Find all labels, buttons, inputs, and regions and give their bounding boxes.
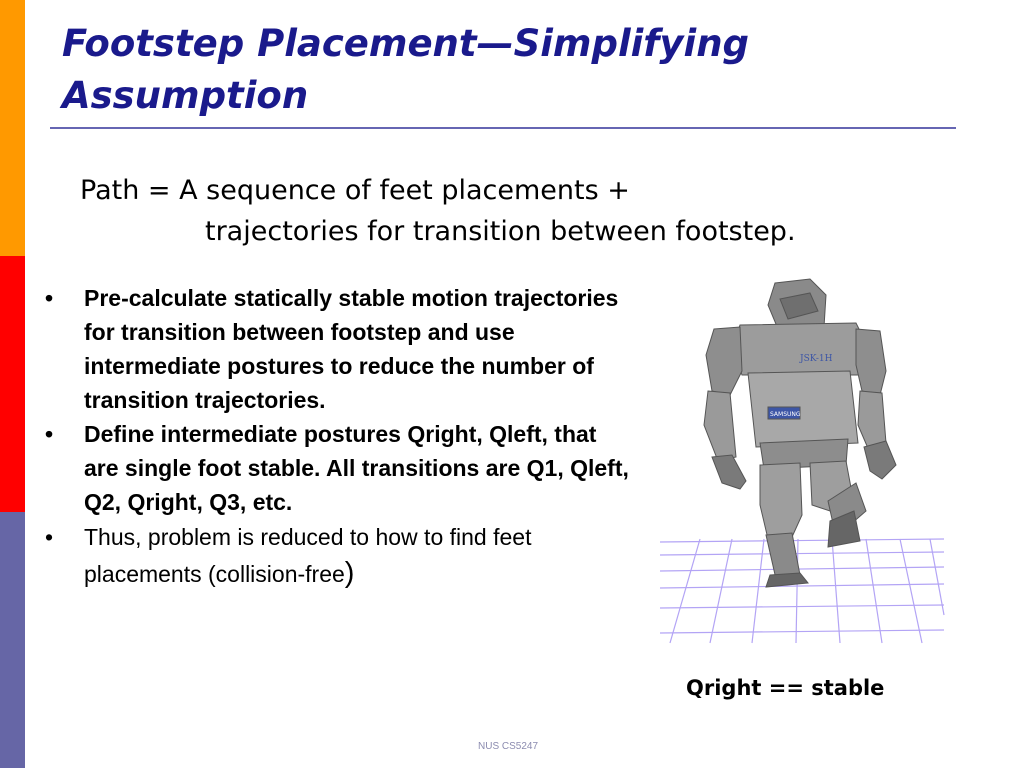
slide-footer: NUS CS5247 xyxy=(478,741,539,752)
bullet-text: Pre-calculate statically stable motion trajectories for transition between footstep and use intermediate postures to reduce the number of transition trajectories. xyxy=(84,285,619,413)
bullet-close-paren: ) xyxy=(344,557,355,589)
bullet-marker: • xyxy=(45,285,54,311)
path-definition-line-2: trajectories for transition between footstep. xyxy=(205,216,796,247)
sidebar-red-band xyxy=(0,256,25,512)
bullet-text: Thus, problem is reduced to how to find feet placements (collision-free xyxy=(84,524,532,587)
slide-sidebar xyxy=(0,0,25,768)
robot-illustration xyxy=(660,275,945,645)
figure-caption: Qright == stable xyxy=(686,676,885,700)
title-divider xyxy=(50,127,956,129)
path-definition-line-1: Path = A sequence of feet placements + xyxy=(80,175,630,206)
slide-title: Footstep Placement—Simplifying Assumption xyxy=(62,22,750,117)
robot-label: JSK-1H xyxy=(800,354,833,364)
bullet-marker: • xyxy=(45,524,54,550)
path-definition xyxy=(80,170,796,252)
bullet-item xyxy=(40,519,630,592)
bullet-text: Define intermediate postures Qright, Qleft, that are single foot stable. All transitions are Q1, Qleft, Q2, Qright, Q3, etc. xyxy=(84,421,629,515)
bullet-item xyxy=(40,281,630,417)
bullet-marker: • xyxy=(45,421,54,447)
floor-grid xyxy=(660,539,944,643)
sidebar-blue-band xyxy=(0,512,25,768)
robot-badge: SAMSUNG xyxy=(770,411,801,418)
sidebar-orange-band xyxy=(0,0,25,256)
bullet-list xyxy=(40,281,630,592)
robot-figure xyxy=(660,275,945,645)
bullet-item xyxy=(40,417,630,519)
